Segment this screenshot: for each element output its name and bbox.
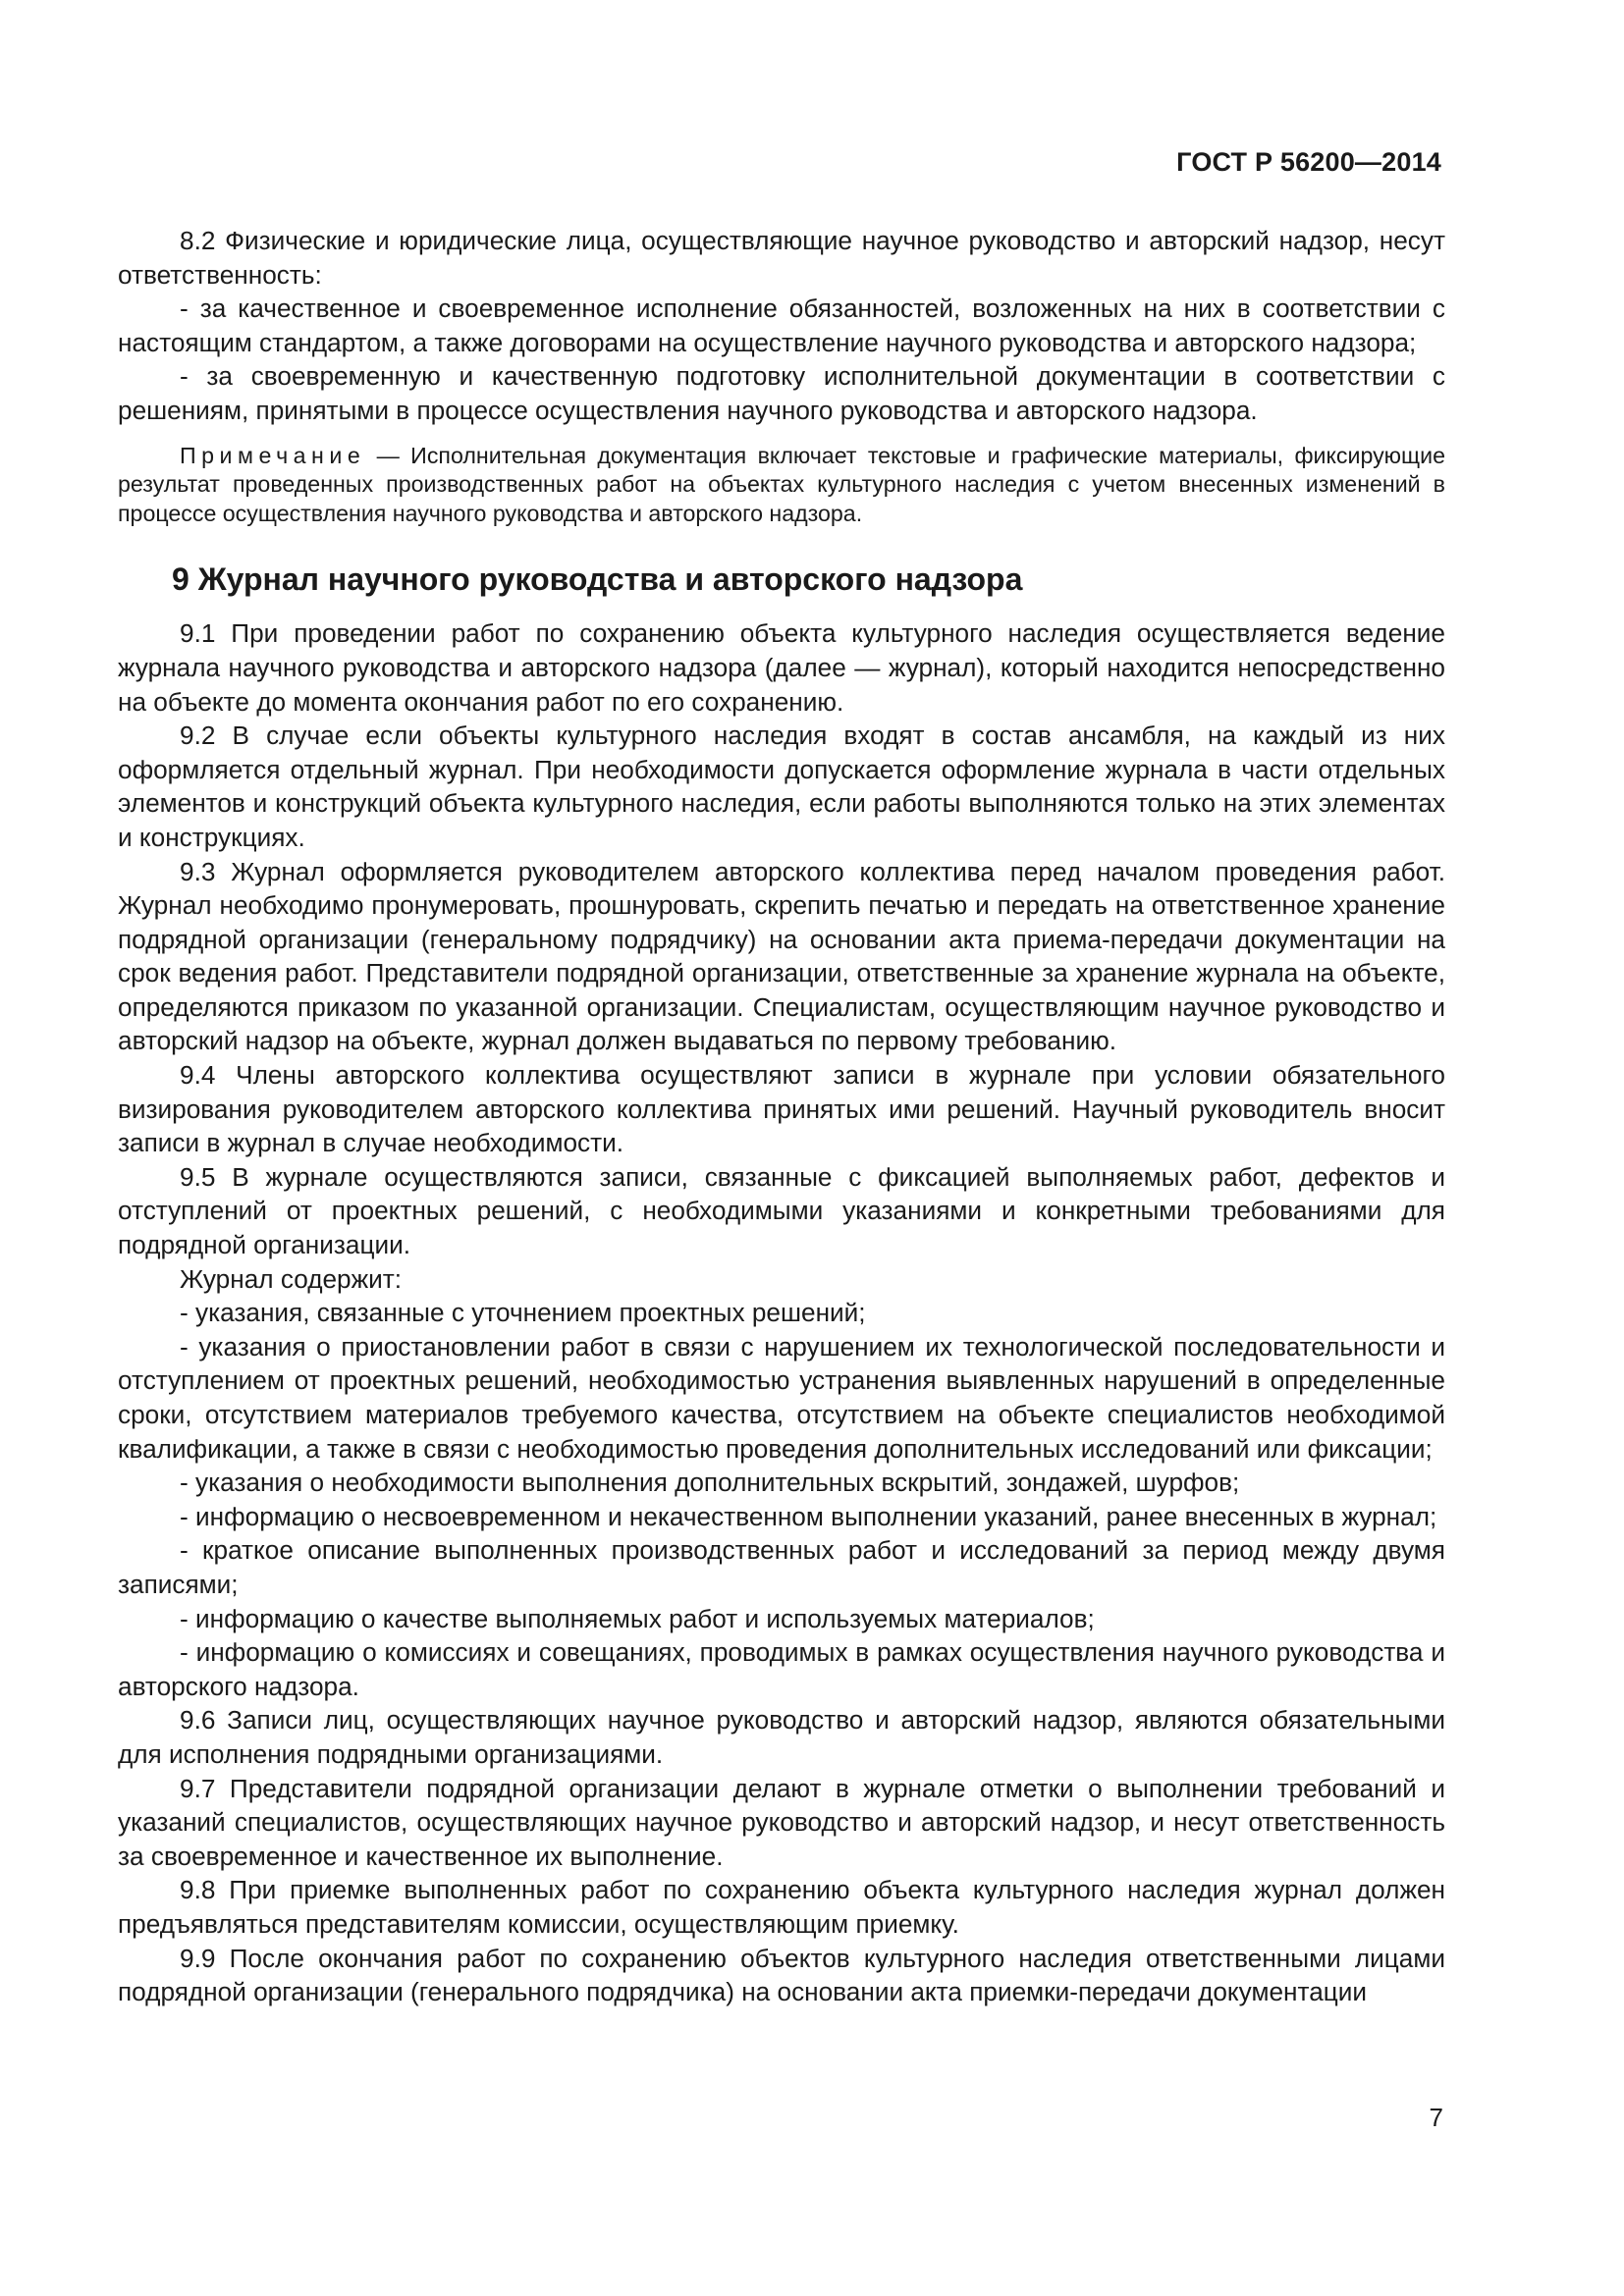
list-item: - указания о приостановлении работ в связи с нарушением их технологической последовательности и отступлением от проектных решений, необходимостью устранения выявленных нарушений в определенные сроки, отсутствием материалов требуемого качества, отсутствием на объекте специалистов необходимой квалификации, а также в связи с необходимостью проведения дополнительных исследований или фиксации;	[118, 1331, 1445, 1464]
journal-contents-intro: Журнал содержит:	[180, 1263, 403, 1294]
standard-code-header: ГОСТ Р 56200—2014	[1176, 147, 1441, 177]
list-item: - информацию о комиссиях и совещаниях, проводимых в рамках осуществления научного руководства и авторского надзора.	[118, 1637, 1445, 1701]
note-label: Примечание	[180, 442, 366, 468]
list-item: - за своевременную и качественную подготовку исполнительной документации в соответствии с решениям, принятыми в процессе осуществления научного руководства и авторского надзора.	[118, 361, 1445, 425]
paragraph-9-8: 9.8 При приемке выполненных работ по сохранению объекта культурного наследия журнал должен предъявляться представителям комиссии, осуществляющим приемку.	[118, 1875, 1445, 1939]
list-item: - за качественное и своевременное исполнение обязанностей, возложенных на них в соответствии с настоящим стандартом, а также договорами на осуществление научного руководства и авторского надзора;	[118, 294, 1445, 357]
paragraph-9-3: 9.3 Журнал оформляется руководителем авторского коллектива перед началом проведения работ. Журнал необходимо пронумеровать, прошнуровать, скрепить печатью и передать на ответственное хранение подрядной организации (генеральному подрядчику) на основании акта приема-передачи документации на срок ведения работ. Представители подрядной организации, ответственные за хранение журнала на объекте, определяются приказом по указанной организации. Специалистам, осуществляющим научное руководство и авторский надзор на объекте, журнал должен выдаваться по первому требованию.	[118, 856, 1445, 1056]
paragraph-9-6: 9.6 Записи лиц, осуществляющих научное руководство и авторский надзор, являются обязательными для исполнения подрядными организациями.	[118, 1705, 1445, 1769]
paragraph-9-7: 9.7 Представители подрядной организации делают в журнале отметки о выполнении требований и указаний специалистов, осуществляющих научное руководство и авторский надзор, и несут ответственность за своевременное и качественное их выполнение.	[118, 1773, 1445, 1871]
paragraph-9-2: 9.2 В случае если объекты культурного наследия входят в состав ансамбля, на каждый из них оформляется отдельный журнал. При необходимости допускается оформление журнала в части отдельных элементов и конструкций объекта культурного наследия, если работы выполняются только на этих элементах и конструкциях.	[118, 721, 1445, 852]
section-heading: 9 Журнал научного руководства и авторского надзора	[172, 561, 1023, 598]
list-item: - информацию о несвоевременном и некачественном выполнении указаний, ранее внесенных в журнал;	[180, 1501, 1437, 1531]
document-body	[118, 224, 1445, 2009]
list-item: - краткое описание выполненных производственных работ и исследований за период между двумя записями;	[118, 1535, 1445, 1599]
list-item: - указания о необходимости выполнения дополнительных вскрытий, зондажей, шурфов;	[180, 1468, 1240, 1498]
list-item: - указания, связанные с уточнением проектных решений;	[180, 1298, 866, 1328]
page-number: 7	[1429, 2103, 1443, 2132]
paragraph-9-4: 9.4 Члены авторского коллектива осуществляют записи в журнале при условии обязательного визирования руководителем авторского коллектива принятых ими решений. Научный руководитель вносит записи в журнал в случае необходимости.	[118, 1060, 1445, 1158]
paragraph-9-5: 9.5 В журнале осуществляются записи, связанные с фиксацией выполняемых работ, дефектов и отступлений от проектных решений, с необходимыми указаниями и конкретными требованиями для подрядной организации.	[118, 1161, 1445, 1260]
note-paragraph	[118, 442, 1445, 529]
paragraph-9-1: 9.1 При проведении работ по сохранению объекта культурного наследия осуществляется ведение журнала научного руководства и авторского надзора (далее — журнал), который находится непосредственно на объекте до момента окончания работ по его сохранению.	[118, 618, 1445, 717]
paragraph-9-9: 9.9 После окончания работ по сохранению объектов культурного наследия ответственными лицами подрядной организации (генерального подрядчика) на основании акта приемки-передачи документации	[118, 1943, 1445, 2007]
paragraph-8-2: 8.2 Физические и юридические лица, осуществляющие научное руководство и авторский надзор, несут ответственность:	[118, 226, 1445, 290]
list-item: - информацию о качестве выполняемых работ и используемых материалов;	[180, 1603, 1095, 1633]
note-text: — Исполнительная документация включает текстовые и графические материалы, фиксирующие результат проведенных производственных работ на объектах культурного наследия с учетом внесенных изменений в процессе осуществления научного руководства и авторского надзора.	[118, 442, 1445, 526]
